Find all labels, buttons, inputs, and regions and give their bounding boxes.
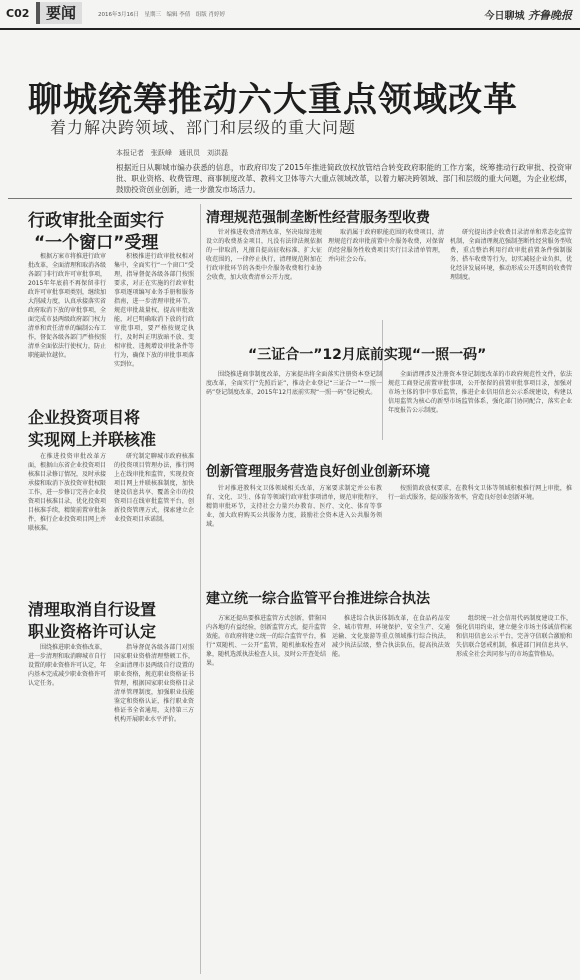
article-3-title-line-2: 职业资格许可认定 [28, 622, 157, 641]
newspaper-brand [485, 7, 572, 23]
byline: 本报记者 张跃峰 通讯员 刘洪磊 [116, 149, 228, 157]
article-4-paragraph: 研究提出涉企收费目录清单和常态化监管机制，全面清理规范强制垄断性经营服务型收费，重点整治利用行政审批前置条件强制服务、搭车收费等行为，切实减轻企业负担，优化经济发展环境，推动形成公开透明的收费管理制度。 [450, 229, 572, 281]
article-5-paragraph: 围绕推进商事制度改革，方案提出将全面落实注册资本登记制度改革，全面实行“先照后证”，推动企业登记“三证合一”“一照一码”登记制度改革，2015年12月底前实现“一照一码”登记模式。 [206, 371, 382, 396]
brand-name-secondary: 齐鲁晚报 [528, 9, 572, 22]
main-headline: 聊城统筹推动六大重点领域改革 [28, 80, 518, 120]
article-2-title-line-2: 实现网上并联核准 [28, 430, 157, 449]
dateline: 2016年3月16日 星期三 编辑 李倩 组版 肖婷婷 [98, 12, 225, 18]
article-3-title-line-1: 清理取消自行设置 [28, 600, 157, 619]
article-7-title: 建立统一综合监管平台推进综合执法 [206, 591, 430, 607]
article-1-title-line-1: 行政审批全面实行 [28, 211, 164, 231]
article-7-column-3 [456, 614, 572, 746]
article-6-paragraph: 针对推进教科文卫体领域相关改革，方案要求制定并公布教育、文化、卫生、体育等领域行政审批事项清单，规范审批程序，精简审批环节，支持社会力量兴办教育、医疗、文化、体育等事业，加大政府购买公共服务力度，鼓励社会资本进入公共服务领域。 [206, 485, 382, 528]
article-5-paragraph: 全面清理涉及注册资本登记制度改革的市政府规范性文件，依法规范工商登记前置审批事项，公开保留的前置审批事项目录，加强对市场主体的事中事后监管，推进企业信用信息公示系统建设，构建以信用监管为核心的新型市场监管体系，强化部门协同配合，落实企业年度报告公示制度。 [388, 371, 572, 414]
article-1-title-line-2: “一个窗口”受理 [34, 233, 159, 253]
article-1-column-1 [28, 252, 106, 400]
article-7-paragraph: 推进综合执法体制改革，在食品药品安全、城市管理、环境保护、安全生产、交通运输、文化旅游等重点领域推行综合执法，减少执法层级，整合执法队伍，提高执法效能。 [332, 615, 450, 658]
article-4-column-2 [328, 228, 444, 326]
article-5-column-1 [206, 370, 382, 448]
article-4-column-3 [450, 228, 572, 326]
headline-divider [8, 198, 572, 199]
article-4-title: 清理规范强制垄断性经营服务型收费 [206, 210, 430, 226]
article-3-paragraph: 围绕推进职业资格改革，进一步清理和取消聊城市自行设置的职业资格许可认定，年内基本完成减少职业资格许可认定任务。 [28, 644, 106, 687]
article-7-paragraph: 方案还提出要推进监管方式创新，借鉴国内各地的有益经验，创新监管方式，提升监管效能。市政府将建立统一的综合监管平台，推行“双随机、一公开”监管，随机抽取检查对象，随机选派执法检查人员，及时公开查处结果。 [206, 615, 326, 667]
article-3-column-2 [114, 643, 194, 743]
article-7-paragraph: 组织统一社会信用代码制度建设工作，强化信用约束，建立健全市场主体诚信档案和信用信息公示平台，完善守信联合激励和失信联合惩戒机制，推进部门间信息共享，形成全社会共同参与的市场监管格局。 [456, 615, 572, 658]
article-2-column-2 [114, 452, 194, 586]
article-1-column-2 [114, 252, 194, 400]
page-number: C02 [6, 7, 30, 20]
article-6-column-2 [388, 484, 572, 572]
article-2-title-line-1: 企业投资项目将 [28, 408, 141, 427]
article-5-column-2 [388, 370, 572, 448]
article-7-column-1 [206, 614, 326, 746]
article-5-title: “三证合一”12月底前实现“一照一码” [248, 347, 487, 363]
article-7-column-2 [332, 614, 450, 746]
article-2-paragraph: 研究制定聊城市政府核准的投资项目管理办法，推行网上在线审批和监管，实现投资项目网上并联核准制度，加快建设信息共享、覆盖全市的投资项目在线审批监管平台，创新投资管理方式，探索建立企业投资项目承诺制。 [114, 453, 194, 523]
article-2-paragraph: 在推进投资审批改革方面，根据山东省企业投资项目核准目录修订情况，及时承接承接和取消下放投资审批权限工作，进一步修订完善企业投资项目核准目录，优化投资项目核准手续，精简前置审批条件，推行企业投资项目网上并联核准。 [28, 453, 106, 532]
article-6-paragraph: 按照简政放权要求，在教科文卫体等领域积极推行网上审批，推行一站式服务，提高服务效率，营造良好创业创新环境。 [388, 485, 572, 501]
article-4-column-1 [206, 228, 322, 326]
article-4-paragraph: 针对推进收费清理改革，坚决取缔违规设立的收费基金项目，凡没有法律法规依据的一律取消，凡擅自提高征收标准、扩大征收范围的，一律停止执行，清理规范附加在行政审批环节的各类中介服务收费和行业协会收费，加大收费清单公开力度。 [206, 229, 322, 281]
column-divider [200, 204, 201, 974]
article-6-title: 创新管理服务营造良好创业创新环境 [206, 464, 430, 480]
article-1-paragraph: 根据方案市将推进行政审批改革，全面清理和取消各级各部门非行政许可审批事项，2015年年底前不再保留非行政许可审批事项类别，继续加大削减力度，认真承接落实省政府取消下放的审批事项，全面完成市县两级政府部门权力清单和责任清单的编制公布工作，督促各级各部门严格按照清单全面依法行使权力，防止职能缺位越位。 [28, 253, 106, 359]
main-subheadline: 着力解决跨领域、部门和层级的重大问题 [50, 118, 357, 137]
article-3-column-1 [28, 643, 106, 743]
article-4-paragraph: 取消属于政府职能范围的收费项目，清理规范行政审批前置中介服务收费，对保留的经营服务性收费项目实行目录清单管理，并向社会公布。 [328, 229, 444, 263]
article-2-column-1 [28, 452, 106, 586]
lead-paragraph: 根据近日从聊城市编办获悉的信息，市政府印发了2015年推进简政放权放管结合转变政府职能的工作方案，统筹推动行政审批、投资审批、职业资格、收费管理、商事制度改革、教科文卫体等六大重点领域改革，以着力解决跨领域、部门和层级的重大问题，为企业松绑，鼓励投资创业创新，进一步激发市场活力。 [116, 163, 572, 194]
article-6-column-1 [206, 484, 382, 572]
column-divider [382, 320, 383, 440]
brand-name: 今日聊城 [484, 11, 525, 22]
section-label: 要闻 [36, 2, 82, 24]
page-header [0, 0, 580, 30]
article-3-paragraph: 指导督促各级各部门对照国家职业资格清理整顿工作，全面清理市县两级自行设置的职业资格，规范职业资格证书管理，根据国家职业资格目录清单管理制度，加强职业技能鉴定和资格认证，推行职业资格证书全省通用，支持第三方机构开展职业水平评价。 [114, 644, 194, 723]
article-1-paragraph: 积极推进行政审批权相对集中，全面实行“一个窗口”受理，指导督促各级各部门按照要求，对正在实施的行政审批事项逐项编写业务手册和服务指南，进一步清理审批环节，规范审批裁量权，提高审批效能，对已明确取消下放的行政审批事项，要严格按规定执行，及时纠正明放暗不放、变相审批、违规增设审批条件等行为，确保下放的审批事项落实到位。 [114, 253, 194, 368]
